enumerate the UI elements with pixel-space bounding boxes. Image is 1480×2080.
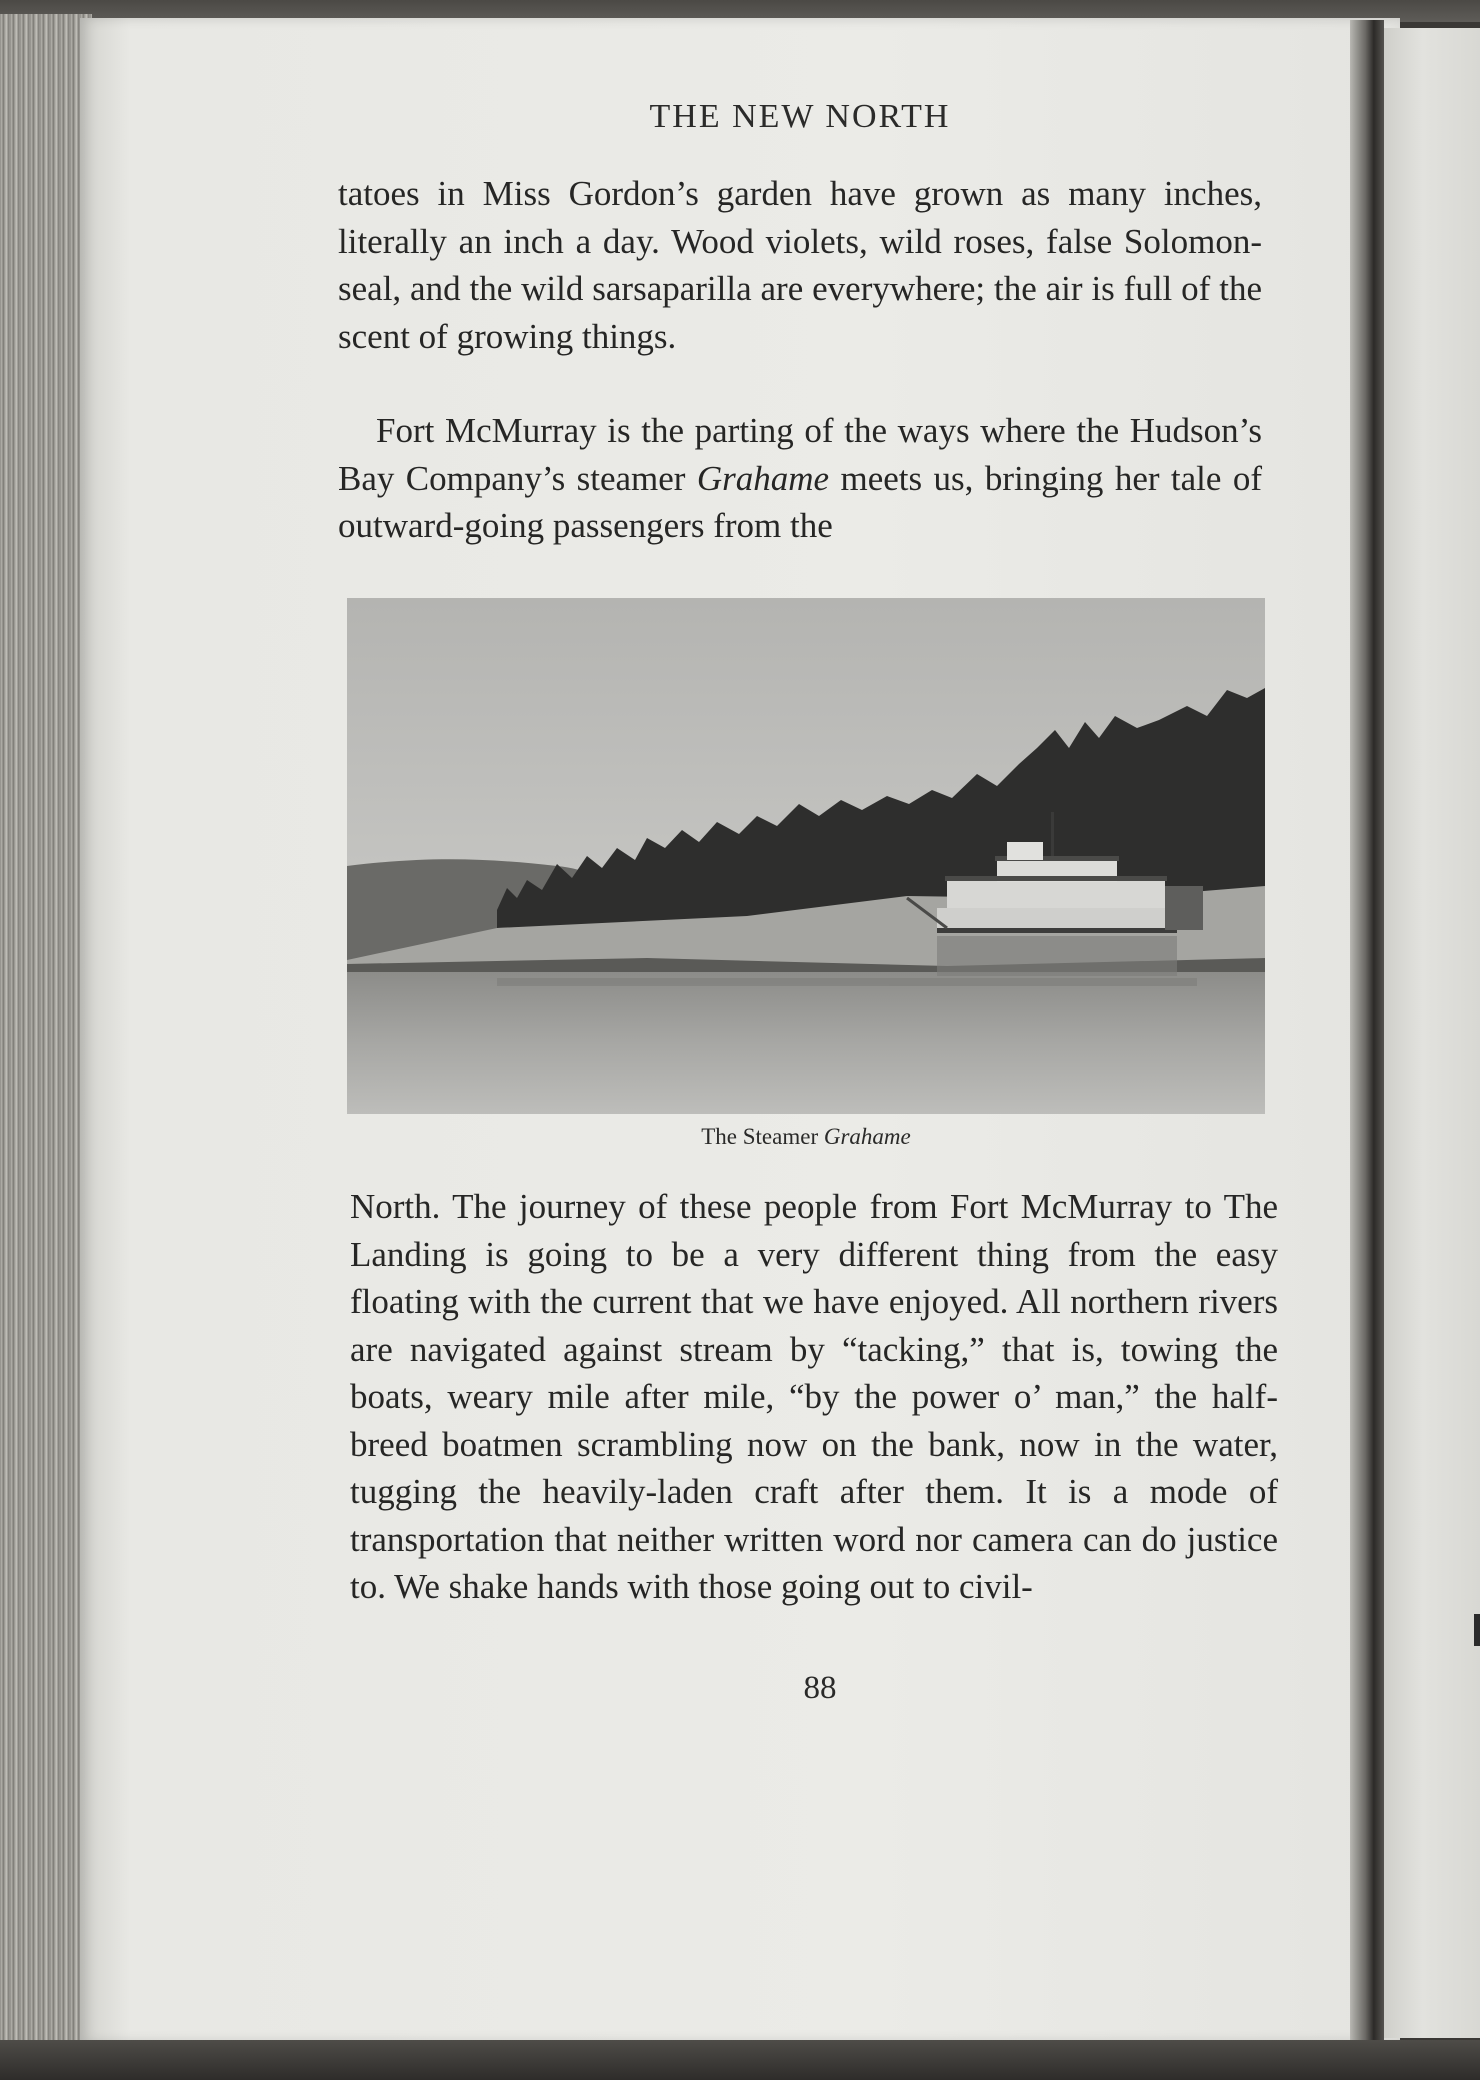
scan-bottom-edge — [0, 2040, 1480, 2080]
page-edges-left — [0, 14, 92, 2064]
facing-page-edge — [1384, 28, 1480, 2038]
paragraph-2 — [338, 407, 1262, 550]
paragraph-3: North. The journey of these people from Fort McMurray to The Landing is going to be a very different thing from the easy floating with the current that we have enjoyed. All northern rivers are navigated against stream by “tacking,” that is, towing the boats, weary mile after mile, “by the power o’ man,” the half-breed boatmen scrambling now on the bank, now in the water, tugging the heavily-laden craft after them. It is a mode of transportation that neither written word nor camera can do justice to. We shake hands with those going out to civil- — [350, 1187, 1278, 1606]
steamer-name: Grahame — [696, 458, 830, 498]
paragraph-1: tatoes in Miss Gordon’s garden have grown as many inches, literally an inch a day. Wood violets, wild roses, false Solomon-seal, and the wild sarsaparilla are everywhere; the air is full of the scent of growing things. — [338, 174, 1262, 356]
paragraph-2-text-end: meets us, bringing her tale of outward-going passengers from the — [338, 458, 1262, 545]
photo-caption-steamer-name: Grahame — [823, 1124, 911, 1149]
book-gutter — [1350, 20, 1384, 2040]
page-number: 88 — [803, 1670, 837, 1706]
running-head: THE NEW NORTH — [649, 98, 951, 135]
river-water — [347, 972, 1265, 1114]
photo-caption-text: The Steamer — [701, 1124, 824, 1149]
facing-page-text-fragment — [1474, 1614, 1480, 1646]
paragraph-2-text-start: Fort McMurray is the parting of the ways where the Hudson’s Bay Company’s steamer — [338, 411, 1262, 498]
photo-illustration — [347, 598, 1265, 1114]
steamer-photograph — [347, 598, 1265, 1114]
photo-caption — [347, 1124, 1265, 1150]
